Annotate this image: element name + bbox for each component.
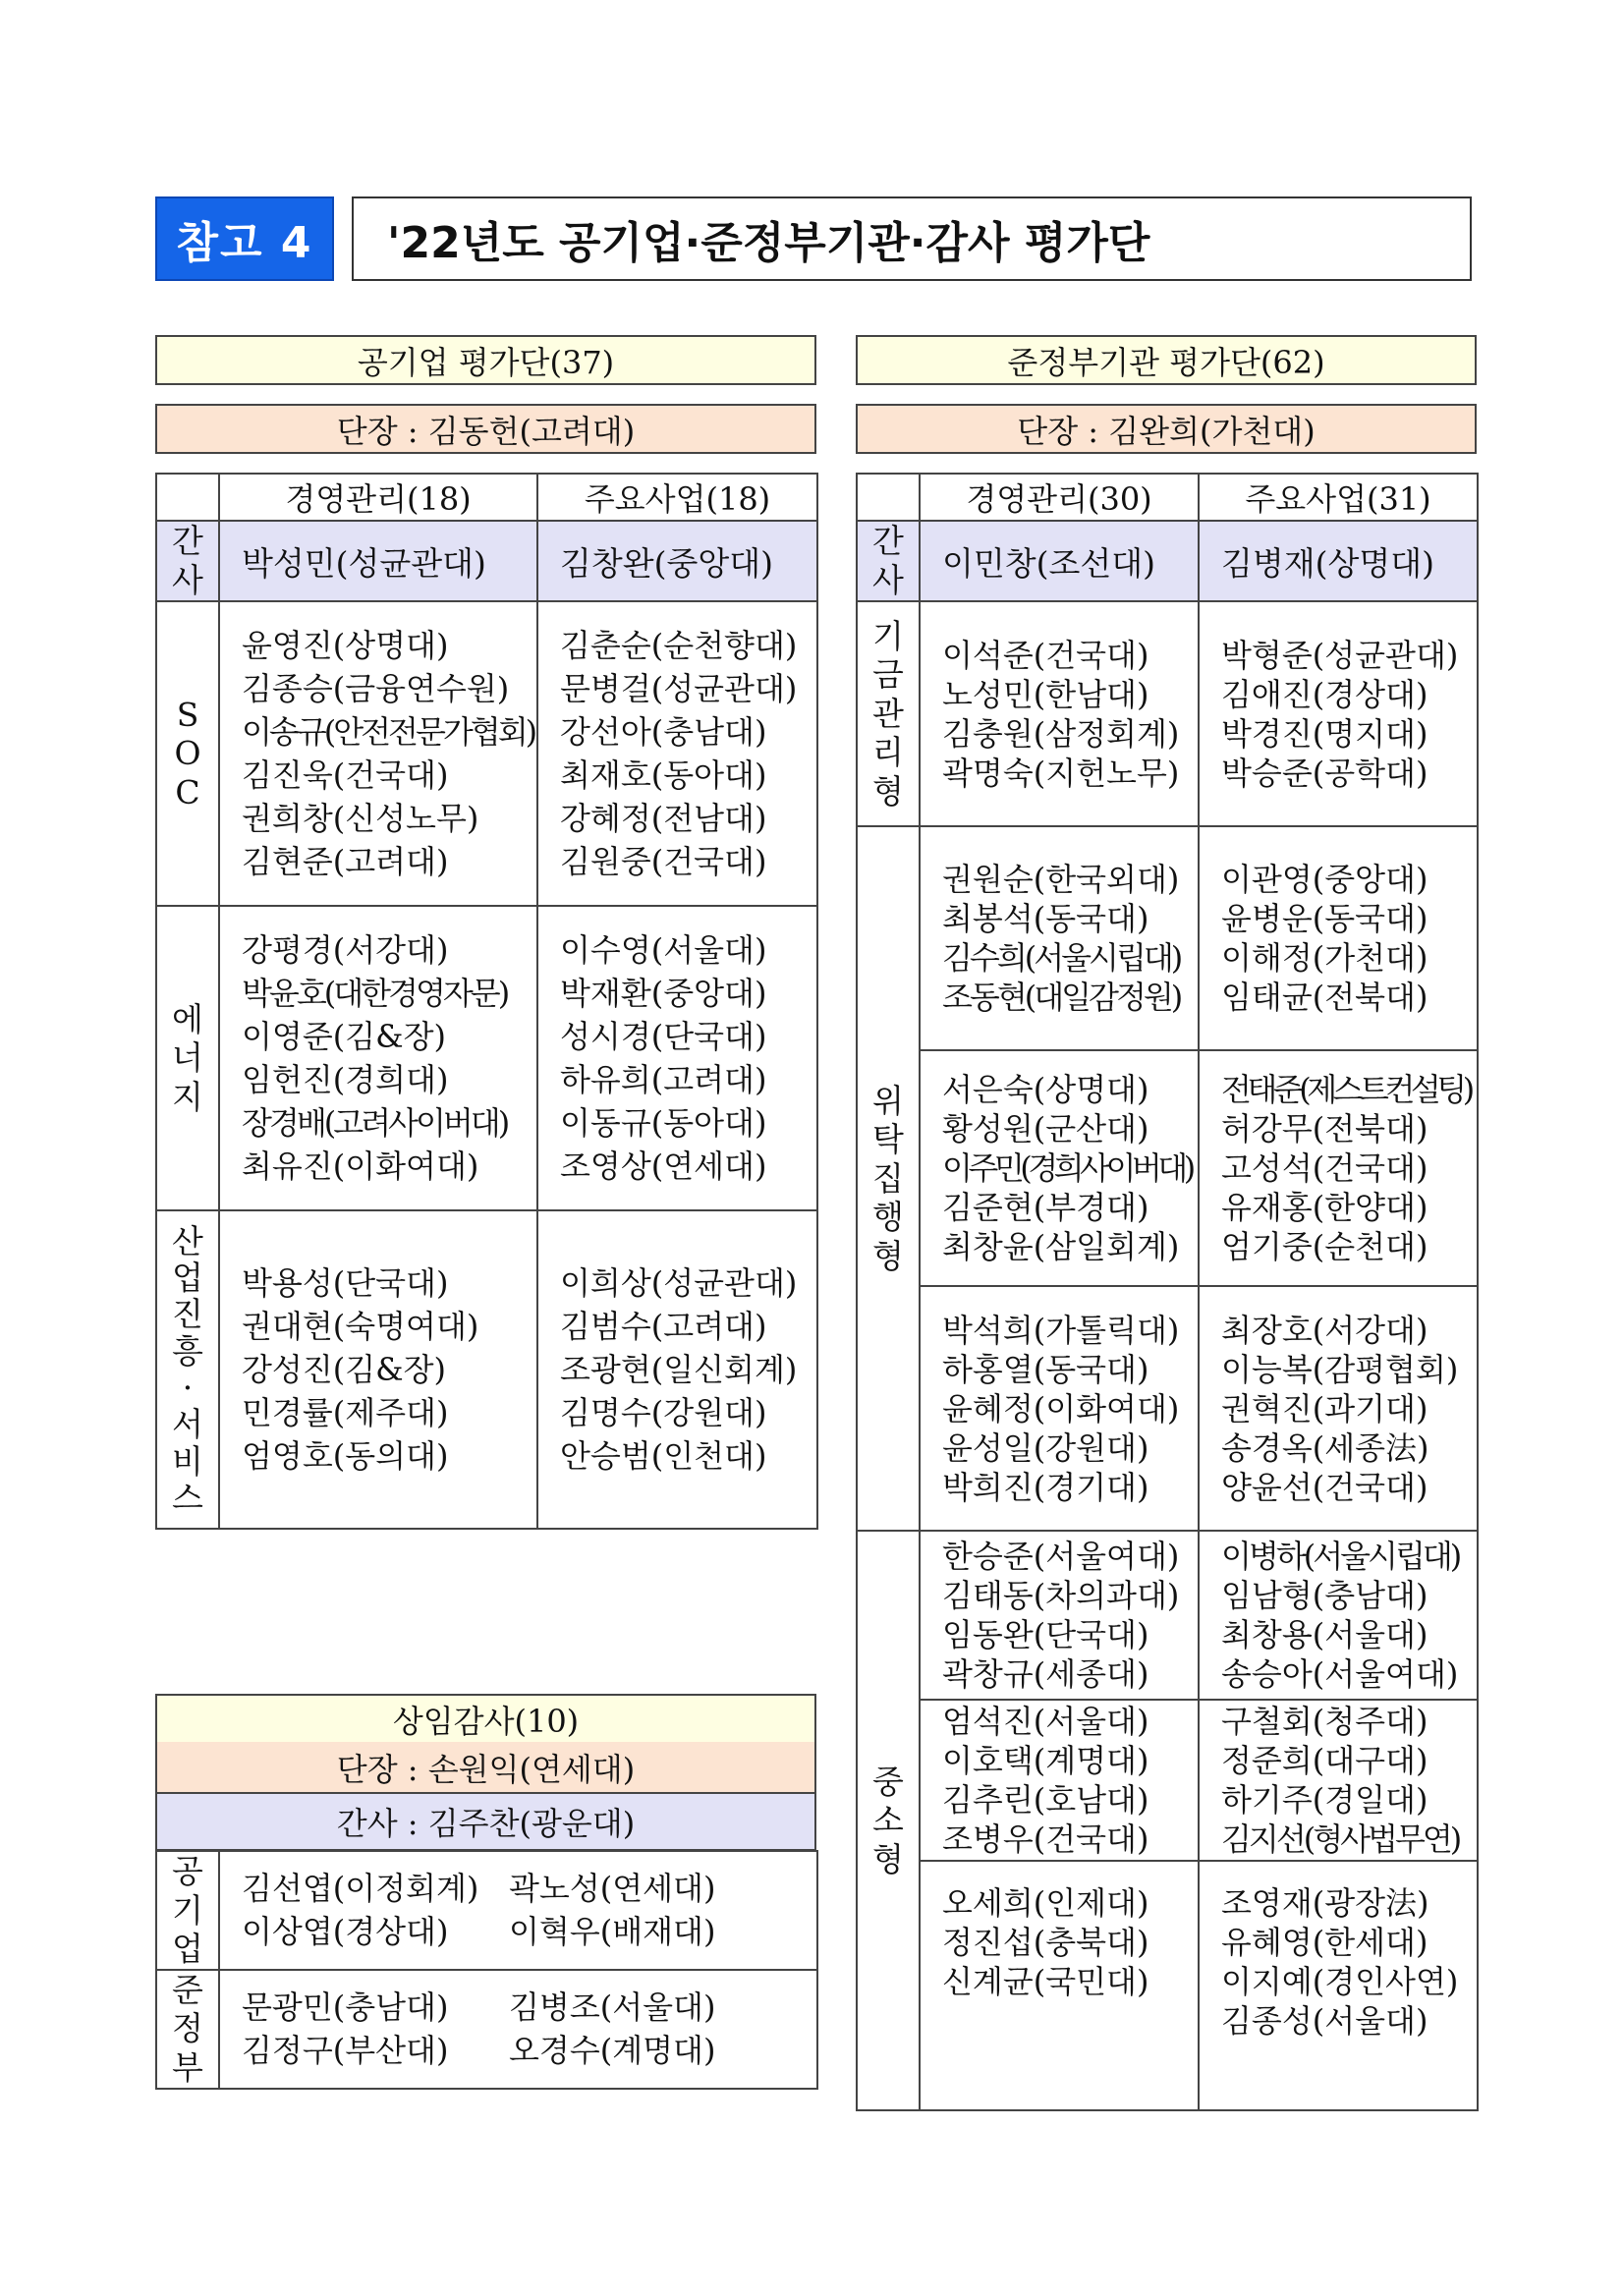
gansa-business: 김창완(중앙대): [537, 521, 817, 601]
consignment-business-list-1: 이관영(중앙대) 윤병운(동국대) 이해정(가천대) 임태균(전북대): [1199, 826, 1478, 1050]
col-header-business: 주요사업(31): [1199, 474, 1478, 521]
gansa-management: 박성민(성균관대): [219, 521, 537, 601]
small-business-list-3: 조영재(광장法) 유혜영(한세대) 이지예(경인사연) 김종성(서울대): [1199, 1861, 1478, 2110]
small-management-list-2: 엄석진(서울대) 이호택(계명대) 김추린(호남대) 조병우(건국대): [920, 1700, 1199, 1861]
corner-cell: [156, 474, 219, 521]
gansa-label: 간 사: [156, 521, 219, 601]
audit-label-quasi-government: 준 정 부: [156, 1970, 219, 2089]
audit-table: [155, 1850, 818, 2090]
small-management-list-1: 한승준(서울여대) 김태동(차의과대) 임동완(단국대) 곽창규(세종대): [920, 1531, 1199, 1700]
junjeong-panel-title: 준정부기관 평가단(62): [856, 335, 1477, 385]
reference-tag: 참고 4: [155, 196, 334, 281]
audit-public-enterprise-list: 김선엽(이정회계) 곽노성(연세대) 이상엽(경상대) 이혁우(배재대): [219, 1851, 817, 1970]
audit-quasi-government-list: 문광민(충남대) 김병조(서울대) 김정구(부산대) 오경수(계명대): [219, 1970, 817, 2089]
consignment-business-list-3: 최장호(서강대) 이능복(감평협회) 권혁진(과기대) 송경옥(세종法) 양윤선(건국대): [1199, 1286, 1478, 1531]
audit-label-public-enterprise: 공 기 업: [156, 1851, 219, 1970]
small-business-list-2: 구철회(청주대) 정준희(대구대) 하기주(경일대) 김지선(형사법무연): [1199, 1700, 1478, 1861]
page-title: '22년도 공기업·준정부기관·감사 평가단: [352, 196, 1472, 281]
group-label-fund-management: 기 금 관 리 형: [857, 601, 920, 826]
group-label-small-medium: 중 소 형: [857, 1531, 920, 2110]
consignment-management-list-2: 서은숙(상명대) 황성원(군산대) 이주민(경희사이버대) 김준현(부경대) 최창윤(삼일회계): [920, 1050, 1199, 1286]
gong-leader: 단장 : 김동헌(고려대): [155, 404, 816, 454]
audit-title: 상임감사(10): [155, 1694, 816, 1744]
col-header-management: 경영관리(18): [219, 474, 537, 521]
consignment-management-list-3: 박석희(가톨릭대) 하홍열(동국대) 윤혜정(이화여대) 윤성일(강원대) 박희진(경기대): [920, 1286, 1199, 1531]
consignment-management-list-1: 권원순(한국외대) 최봉석(동국대) 김수희(서울시립대) 조동현(대일감정원): [920, 826, 1199, 1050]
group-label-consignment: 위 탁 집 행 형: [857, 826, 920, 1531]
consignment-business-list-2: 전태준(제스트컨설팅) 허강무(전북대) 고성석(건국대) 유재홍(한양대) 엄기중(순천대): [1199, 1050, 1478, 1286]
gansa-label: 간 사: [857, 521, 920, 601]
col-header-management: 경영관리(30): [920, 474, 1199, 521]
gong-panel-title: 공기업 평가단(37): [155, 335, 816, 385]
soc-business-list: 김춘순(순천향대) 문병걸(성균관대) 강선아(충남대) 최재호(동아대) 강혜정(전남대) 김원중(건국대): [537, 601, 817, 906]
group-label-energy: 에 너 지: [156, 906, 219, 1210]
soc-management-list: 윤영진(상명대) 김종승(금융연수원) 이송규(안전전문가협회) 김진욱(건국대) 권희창(신성노무) 김현준(고려대): [219, 601, 537, 906]
small-management-list-3: 오세희(인제대) 정진섭(충북대) 신계균(국민대): [920, 1861, 1199, 2110]
small-business-list-1: 이병하(서울시립대) 임남형(충남대) 최창용(서울대) 송승아(서울여대): [1199, 1531, 1478, 1700]
group-label-industry-service: 산 업 진 흥 · 서 비 스: [156, 1210, 219, 1529]
col-header-business: 주요사업(18): [537, 474, 817, 521]
junjeong-table: [856, 473, 1479, 2111]
industry-business-list: 이희상(성균관대) 김범수(고려대) 조광현(일신회계) 김명수(강원대) 안승범(인천대): [537, 1210, 817, 1529]
junjeong-leader: 단장 : 김완희(가천대): [856, 404, 1477, 454]
corner-cell: [857, 474, 920, 521]
gansa-management: 이민창(조선대): [920, 521, 1199, 601]
energy-business-list: 이수영(서울대) 박재환(중앙대) 성시경(단국대) 하유희(고려대) 이동규(동아대) 조영상(연세대): [537, 906, 817, 1210]
industry-management-list: 박용성(단국대) 권대현(숙명여대) 강성진(김&장) 민경률(제주대) 엄영호(동의대): [219, 1210, 537, 1529]
fund-business-list: 박형준(성균관대) 김애진(경상대) 박경진(명지대) 박승준(공학대): [1199, 601, 1478, 826]
energy-management-list: 강평경(서강대) 박윤호(대한경영자문) 이영준(김&장) 임헌진(경희대) 장경배(고려사이버대) 최유진(이화여대): [219, 906, 537, 1210]
gansa-business: 김병재(상명대): [1199, 521, 1478, 601]
group-label-soc: S O C: [156, 601, 219, 906]
audit-gansa: 간사 : 김주찬(광운대): [155, 1794, 816, 1851]
fund-management-list: 이석준(건국대) 노성민(한남대) 김충원(삼정회계) 곽명숙(지헌노무): [920, 601, 1199, 826]
gong-table: [155, 473, 818, 1530]
audit-leader: 단장 : 손원익(연세대): [155, 1742, 816, 1794]
